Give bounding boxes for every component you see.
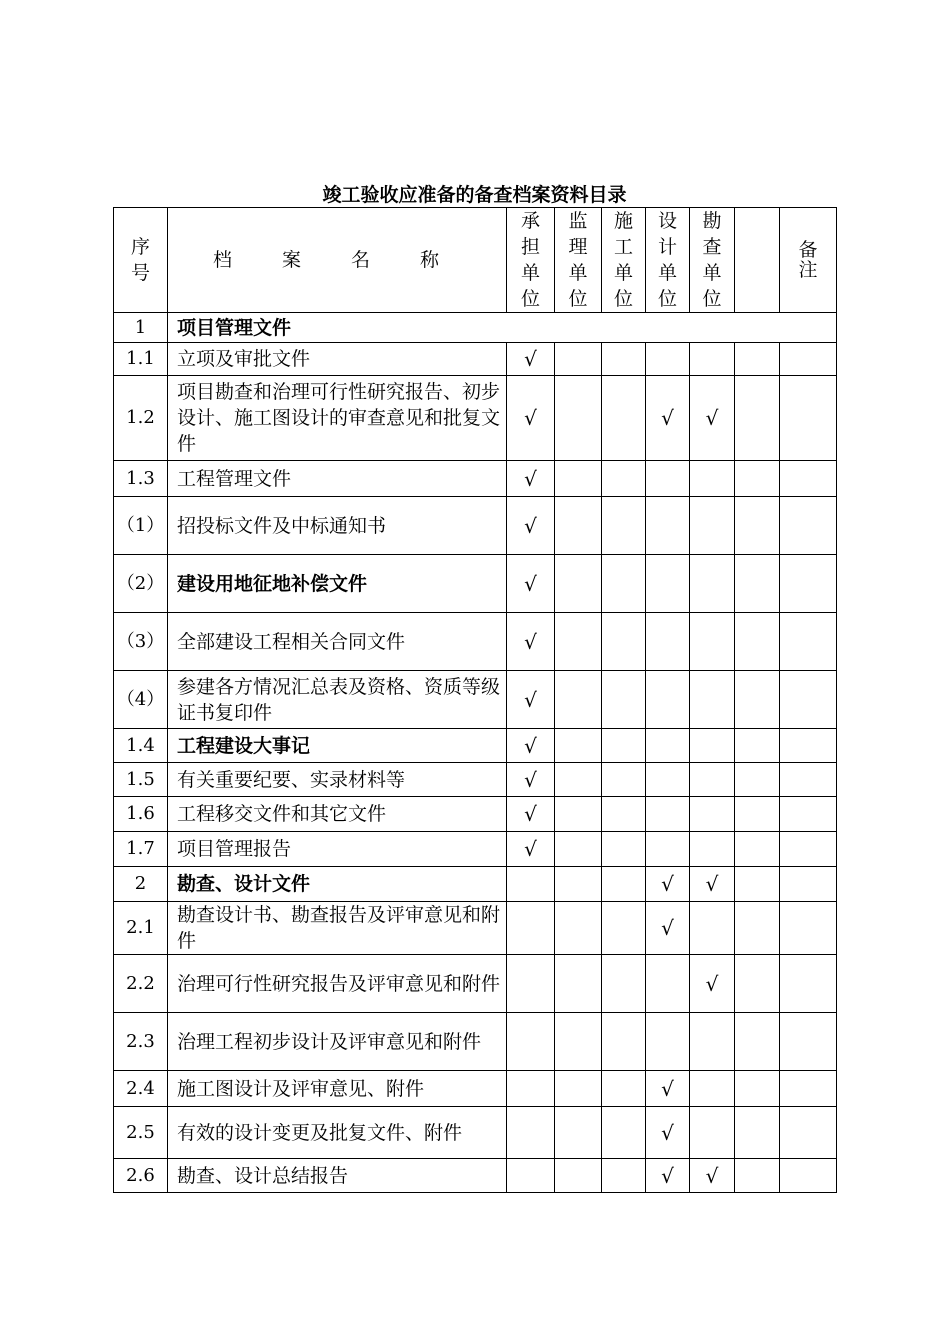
table-row xyxy=(114,1159,837,1193)
row-name: 勘查设计书、勘查报告及评审意见和附件 xyxy=(168,902,507,955)
check-cell-unit-3 xyxy=(602,832,646,867)
check-cell-unit-1: √ xyxy=(507,671,555,729)
row-number: （2） xyxy=(114,555,168,613)
check-cell-unit-4 xyxy=(646,763,690,797)
row-name: 工程建设大事记 xyxy=(168,729,507,763)
check-cell-unit-4 xyxy=(646,671,690,729)
row-number: 1.2 xyxy=(114,376,168,461)
row-name: 工程管理文件 xyxy=(168,461,507,497)
row-number: 1.6 xyxy=(114,797,168,832)
check-cell-unit-5: √ xyxy=(690,955,735,1013)
check-cell-unit-2 xyxy=(555,497,602,555)
row-number: 1.4 xyxy=(114,729,168,763)
check-cell-unit-2 xyxy=(555,376,602,461)
check-cell-unit-1 xyxy=(507,1013,555,1071)
check-cell-unit-5 xyxy=(690,1071,735,1107)
remark-cell xyxy=(780,1013,837,1071)
row-name: 勘查、设计文件 xyxy=(168,867,507,902)
remark-cell xyxy=(780,832,837,867)
check-cell-unit-2 xyxy=(555,867,602,902)
row-name: 有关重要纪要、实录材料等 xyxy=(168,763,507,797)
check-cell-unit-2 xyxy=(555,729,602,763)
blank-cell xyxy=(735,832,780,867)
blank-cell xyxy=(735,955,780,1013)
check-cell-unit-1: √ xyxy=(507,555,555,613)
remark-cell xyxy=(780,1159,837,1193)
header-unit-2: 监 理 单 位 xyxy=(555,208,602,313)
row-number: 1.7 xyxy=(114,832,168,867)
table-row xyxy=(114,313,837,343)
check-cell-unit-1: √ xyxy=(507,797,555,832)
check-cell-unit-4: √ xyxy=(646,1107,690,1159)
check-cell-unit-3 xyxy=(602,763,646,797)
check-cell-unit-1: √ xyxy=(507,763,555,797)
header-unit-5: 勘 查 单 位 xyxy=(690,208,735,313)
header-seq: 序 号 xyxy=(114,208,168,313)
table-row xyxy=(114,1071,837,1107)
check-cell-unit-2 xyxy=(555,343,602,376)
row-number: 1.1 xyxy=(114,343,168,376)
check-cell-unit-1 xyxy=(507,902,555,955)
check-cell-unit-3 xyxy=(602,902,646,955)
remark-cell xyxy=(780,613,837,671)
header-unit-1: 承 担 单 位 xyxy=(507,208,555,313)
row-number: 2.3 xyxy=(114,1013,168,1071)
table-row xyxy=(114,867,837,902)
check-cell-unit-3 xyxy=(602,555,646,613)
check-cell-unit-5 xyxy=(690,902,735,955)
table-row xyxy=(114,461,837,497)
row-number: 2.4 xyxy=(114,1071,168,1107)
blank-cell xyxy=(735,555,780,613)
remark-cell xyxy=(780,461,837,497)
check-cell-unit-1 xyxy=(507,867,555,902)
check-cell-unit-1: √ xyxy=(507,729,555,763)
check-cell-unit-4: √ xyxy=(646,867,690,902)
blank-cell xyxy=(735,461,780,497)
check-cell-unit-1 xyxy=(507,1071,555,1107)
blank-cell xyxy=(735,1013,780,1071)
row-number: 1.5 xyxy=(114,763,168,797)
check-cell-unit-1: √ xyxy=(507,343,555,376)
table-row xyxy=(114,797,837,832)
check-cell-unit-4 xyxy=(646,955,690,1013)
check-cell-unit-2 xyxy=(555,461,602,497)
blank-cell xyxy=(735,376,780,461)
check-cell-unit-3 xyxy=(602,613,646,671)
table-row xyxy=(114,1107,837,1159)
table-row xyxy=(114,832,837,867)
remark-cell xyxy=(780,555,837,613)
remark-cell xyxy=(780,671,837,729)
check-cell-unit-5 xyxy=(690,671,735,729)
table-row xyxy=(114,902,837,955)
table-row xyxy=(114,555,837,613)
remark-cell xyxy=(780,343,837,376)
check-cell-unit-4 xyxy=(646,1013,690,1071)
row-name: 招投标文件及中标通知书 xyxy=(168,497,507,555)
header-blank xyxy=(735,208,780,313)
check-cell-unit-4 xyxy=(646,613,690,671)
document-title: 竣工验收应准备的备查档案资料目录 xyxy=(322,184,627,206)
row-number: 2.6 xyxy=(114,1159,168,1193)
check-cell-unit-5: √ xyxy=(690,1159,735,1193)
check-cell-unit-1: √ xyxy=(507,613,555,671)
table-row xyxy=(114,955,837,1013)
blank-cell xyxy=(735,671,780,729)
check-cell-unit-3 xyxy=(602,343,646,376)
remark-cell xyxy=(780,955,837,1013)
row-name: 项目勘查和治理可行性研究报告、初步设计、施工图设计的审查意见和批复文件 xyxy=(168,376,507,461)
row-number: 2.2 xyxy=(114,955,168,1013)
table-row xyxy=(114,729,837,763)
check-cell-unit-5 xyxy=(690,1107,735,1159)
remark-cell xyxy=(780,867,837,902)
table-row xyxy=(114,763,837,797)
table-row xyxy=(114,671,837,729)
blank-cell xyxy=(735,1071,780,1107)
header-unit-4: 设 计 单 位 xyxy=(646,208,690,313)
check-cell-unit-5 xyxy=(690,832,735,867)
remark-cell xyxy=(780,1107,837,1159)
check-cell-unit-4 xyxy=(646,832,690,867)
row-name: 建设用地征地补偿文件 xyxy=(168,555,507,613)
check-cell-unit-1: √ xyxy=(507,832,555,867)
row-number: （3） xyxy=(114,613,168,671)
check-cell-unit-1 xyxy=(507,1159,555,1193)
check-cell-unit-5 xyxy=(690,729,735,763)
check-cell-unit-3 xyxy=(602,1159,646,1193)
check-cell-unit-5 xyxy=(690,497,735,555)
check-cell-unit-5 xyxy=(690,1013,735,1071)
check-cell-unit-3 xyxy=(602,461,646,497)
row-number: （4） xyxy=(114,671,168,729)
table-row xyxy=(114,376,837,461)
blank-cell xyxy=(735,763,780,797)
check-cell-unit-5 xyxy=(690,797,735,832)
row-number: 2.5 xyxy=(114,1107,168,1159)
row-name: 治理可行性研究报告及评审意见和附件 xyxy=(168,955,507,1013)
row-name: 全部建设工程相关合同文件 xyxy=(168,613,507,671)
check-cell-unit-2 xyxy=(555,555,602,613)
check-cell-unit-1: √ xyxy=(507,376,555,461)
header-row xyxy=(114,208,837,313)
blank-cell xyxy=(735,613,780,671)
check-cell-unit-1: √ xyxy=(507,497,555,555)
header-name: 档 案 名 称 xyxy=(168,208,507,313)
check-cell-unit-4: √ xyxy=(646,902,690,955)
row-name: 治理工程初步设计及评审意见和附件 xyxy=(168,1013,507,1071)
check-cell-unit-4 xyxy=(646,461,690,497)
remark-cell xyxy=(780,1071,837,1107)
check-cell-unit-2 xyxy=(555,1013,602,1071)
check-cell-unit-5 xyxy=(690,555,735,613)
check-cell-unit-4: √ xyxy=(646,1159,690,1193)
row-number: 1 xyxy=(114,313,168,343)
check-cell-unit-1 xyxy=(507,1107,555,1159)
archive-table xyxy=(113,207,837,1193)
check-cell-unit-4 xyxy=(646,555,690,613)
check-cell-unit-5 xyxy=(690,613,735,671)
row-name: 立项及审批文件 xyxy=(168,343,507,376)
check-cell-unit-5 xyxy=(690,343,735,376)
check-cell-unit-3 xyxy=(602,497,646,555)
check-cell-unit-5 xyxy=(690,461,735,497)
check-cell-unit-2 xyxy=(555,1071,602,1107)
header-remark: 备 注 xyxy=(780,208,837,313)
remark-cell xyxy=(780,797,837,832)
row-name: 有效的设计变更及批复文件、附件 xyxy=(168,1107,507,1159)
remark-cell xyxy=(780,497,837,555)
row-name: 工程移交文件和其它文件 xyxy=(168,797,507,832)
check-cell-unit-4 xyxy=(646,497,690,555)
check-cell-unit-3 xyxy=(602,671,646,729)
row-name: 施工图设计及评审意见、附件 xyxy=(168,1071,507,1107)
row-name: 勘查、设计总结报告 xyxy=(168,1159,507,1193)
row-number: 2 xyxy=(114,867,168,902)
blank-cell xyxy=(735,902,780,955)
blank-cell xyxy=(735,867,780,902)
table-row xyxy=(114,497,837,555)
check-cell-unit-3 xyxy=(602,955,646,1013)
check-cell-unit-2 xyxy=(555,1159,602,1193)
check-cell-unit-1 xyxy=(507,955,555,1013)
remark-cell xyxy=(780,729,837,763)
check-cell-unit-4 xyxy=(646,729,690,763)
row-number: （1） xyxy=(114,497,168,555)
check-cell-unit-3 xyxy=(602,867,646,902)
blank-cell xyxy=(735,729,780,763)
check-cell-unit-3 xyxy=(602,1013,646,1071)
check-cell-unit-3 xyxy=(602,729,646,763)
check-cell-unit-2 xyxy=(555,902,602,955)
check-cell-unit-1: √ xyxy=(507,461,555,497)
row-number: 2.1 xyxy=(114,902,168,955)
row-name: 项目管理报告 xyxy=(168,832,507,867)
blank-cell xyxy=(735,497,780,555)
blank-cell xyxy=(735,797,780,832)
check-cell-unit-2 xyxy=(555,763,602,797)
row-name: 项目管理文件 xyxy=(168,313,837,343)
check-cell-unit-2 xyxy=(555,797,602,832)
check-cell-unit-2 xyxy=(555,832,602,867)
archive-table-body xyxy=(114,208,837,1193)
check-cell-unit-4 xyxy=(646,797,690,832)
check-cell-unit-4 xyxy=(646,343,690,376)
check-cell-unit-2 xyxy=(555,671,602,729)
blank-cell xyxy=(735,343,780,376)
row-name: 参建各方情况汇总表及资格、资质等级证书复印件 xyxy=(168,671,507,729)
remark-cell xyxy=(780,902,837,955)
remark-cell xyxy=(780,376,837,461)
check-cell-unit-5: √ xyxy=(690,376,735,461)
check-cell-unit-3 xyxy=(602,376,646,461)
table-row xyxy=(114,1013,837,1071)
check-cell-unit-5 xyxy=(690,763,735,797)
check-cell-unit-2 xyxy=(555,613,602,671)
blank-cell xyxy=(735,1159,780,1193)
check-cell-unit-5: √ xyxy=(690,867,735,902)
remark-cell xyxy=(780,763,837,797)
check-cell-unit-3 xyxy=(602,797,646,832)
check-cell-unit-4: √ xyxy=(646,376,690,461)
check-cell-unit-3 xyxy=(602,1071,646,1107)
check-cell-unit-2 xyxy=(555,1107,602,1159)
table-row xyxy=(114,613,837,671)
blank-cell xyxy=(735,1107,780,1159)
table-row xyxy=(114,343,837,376)
header-unit-3: 施 工 单 位 xyxy=(602,208,646,313)
row-number: 1.3 xyxy=(114,461,168,497)
check-cell-unit-2 xyxy=(555,955,602,1013)
check-cell-unit-3 xyxy=(602,1107,646,1159)
check-cell-unit-4: √ xyxy=(646,1071,690,1107)
